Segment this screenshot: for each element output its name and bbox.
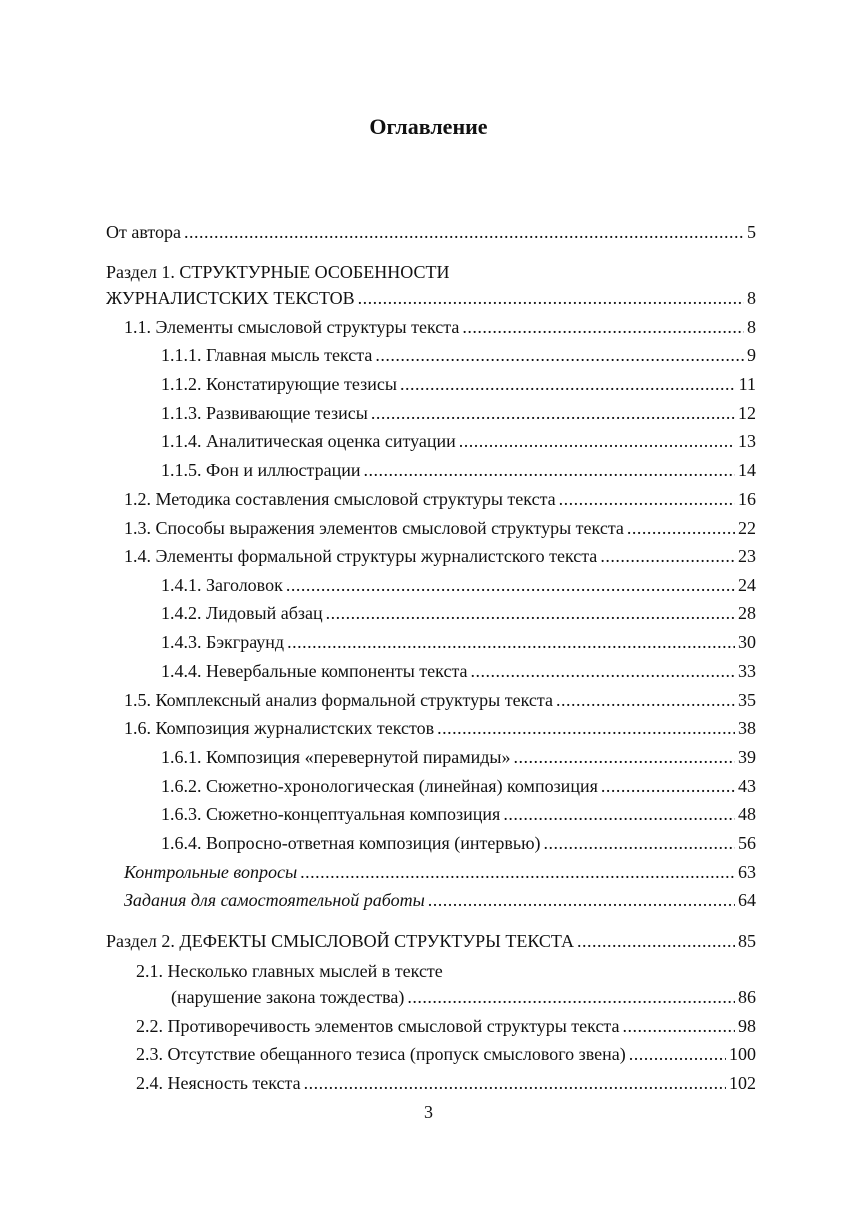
toc-entry-label: 1.6.3. Сюжетно-концептуальная композиция — [161, 804, 501, 824]
toc-entry[interactable] — [124, 686, 756, 712]
toc-entry[interactable] — [136, 1040, 756, 1066]
toc-entry-page: 39 — [738, 747, 756, 767]
leader-dots — [400, 372, 736, 396]
toc-entry[interactable] — [161, 829, 756, 855]
toc-entry[interactable] — [161, 743, 756, 769]
leader-dots — [407, 985, 735, 1009]
toc-entry[interactable] — [106, 284, 756, 310]
toc-entry-label: 2.2. Противоречивость элементов смысловой структуры текста — [136, 1016, 620, 1036]
toc-entry-label: От автора — [106, 222, 182, 242]
toc-entry-page: 9 — [747, 345, 756, 365]
toc-entry[interactable] — [161, 800, 756, 826]
toc-entry[interactable] — [124, 313, 756, 339]
page-number: 3 — [424, 1102, 433, 1122]
leader-dots — [358, 286, 744, 310]
toc-entry[interactable] — [171, 983, 756, 1009]
toc-entry[interactable] — [124, 542, 756, 568]
toc-entry-label: 1.4.2. Лидовый абзац — [161, 603, 323, 623]
toc-entry-label: 1.6. Композиция журналистских текстов — [124, 718, 435, 738]
toc-entry[interactable] — [124, 886, 756, 912]
toc-entry-page: 23 — [738, 546, 756, 566]
leader-dots — [371, 401, 735, 425]
toc-entry-page: 11 — [738, 374, 756, 394]
leader-dots — [462, 315, 744, 339]
leader-dots — [471, 659, 735, 683]
leader-dots — [184, 220, 744, 244]
leader-dots — [287, 630, 735, 654]
toc-entry-page: 24 — [738, 575, 756, 595]
toc-entry-first-line — [136, 957, 443, 983]
toc-entry[interactable] — [106, 218, 756, 244]
toc-entry-label: 1.6.2. Сюжетно-хронологическая (линейная) композиция — [161, 776, 598, 796]
leader-dots — [304, 1071, 726, 1095]
toc-entry-first-line — [106, 258, 449, 284]
toc-entry-label: ЖУРНАЛИСТСКИХ ТЕКСТОВ — [106, 288, 355, 308]
toc-entry-page: 16 — [738, 489, 756, 509]
toc-entry-label: 1.1.4. Аналитическая оценка ситуации — [161, 431, 456, 451]
toc-entry-label-line1: 2.1. Несколько главных мыслей в тексте — [136, 961, 443, 981]
toc-entry[interactable] — [161, 341, 756, 367]
toc-entry-label: 1.4.4. Невербальные компоненты текста — [161, 661, 468, 681]
leader-dots — [556, 688, 735, 712]
toc-title: Оглавление — [369, 114, 488, 139]
toc-entry-label: 2.4. Неясность текста — [136, 1073, 301, 1093]
leader-dots — [601, 774, 735, 798]
toc-entry[interactable] — [161, 370, 756, 396]
toc-entry-label: Контрольные вопросы — [124, 862, 298, 882]
toc-entry-page: 30 — [738, 632, 756, 652]
toc-entry-label: 1.6.4. Вопросно-ответная композиция (интервью) — [161, 833, 541, 853]
toc-entry-label: (нарушение закона тождества) — [171, 987, 405, 1007]
toc-entry[interactable] — [136, 1012, 756, 1038]
leader-dots — [300, 860, 735, 884]
toc-entry-page: 85 — [738, 931, 756, 951]
toc-entry-label: 1.1. Элементы смысловой структуры текста — [124, 317, 460, 337]
toc-entry-page: 38 — [738, 718, 756, 738]
leader-dots — [577, 929, 735, 953]
leader-dots — [544, 831, 735, 855]
toc-entry-page: 56 — [738, 833, 756, 853]
toc-entry-page: 63 — [738, 862, 756, 882]
toc-entry-label: 1.3. Способы выражения элементов смысловой структуры текста — [124, 518, 624, 538]
leader-dots — [629, 1042, 726, 1066]
toc-entry-label: 1.1.5. Фон и иллюстрации — [161, 460, 361, 480]
leader-dots — [503, 802, 735, 826]
leader-dots — [627, 516, 735, 540]
toc-entry-label: 1.4.3. Бэкграунд — [161, 632, 285, 652]
leader-dots — [623, 1014, 735, 1038]
toc-entry-page: 48 — [738, 804, 756, 824]
toc-entry[interactable] — [124, 514, 756, 540]
toc-entry-page: 28 — [738, 603, 756, 623]
leader-dots — [364, 458, 736, 482]
toc-entry-label: 1.2. Методика составления смысловой структуры текста — [124, 489, 556, 509]
toc-entry-label: Задания для самостоятельной работы — [124, 890, 425, 910]
toc-entry-label: 1.1.3. Развивающие тезисы — [161, 403, 368, 423]
toc-entry-label: 1.6.1. Композиция «перевернутой пирамиды» — [161, 747, 511, 767]
toc-entry[interactable] — [161, 772, 756, 798]
toc-entry[interactable] — [161, 427, 756, 453]
toc-entry[interactable] — [161, 628, 756, 654]
toc-entry[interactable] — [124, 714, 756, 740]
toc-entry-page: 86 — [738, 987, 756, 1007]
toc-entry-label: Раздел 2. ДЕФЕКТЫ СМЫСЛОВОЙ СТРУКТУРЫ ТЕКСТА — [106, 931, 574, 951]
leader-dots — [326, 601, 735, 625]
toc-entry[interactable] — [106, 927, 756, 953]
leader-dots — [437, 716, 735, 740]
toc-entry-page: 5 — [747, 222, 756, 242]
toc-entry-label: 1.1.2. Констатирующие тезисы — [161, 374, 397, 394]
toc-entry-page: 8 — [747, 317, 756, 337]
toc-entry[interactable] — [124, 858, 756, 884]
toc-entry[interactable] — [124, 485, 756, 511]
toc-entry-label: 1.1.1. Главная мысль текста — [161, 345, 373, 365]
toc-entry-label-line1: Раздел 1. СТРУКТУРНЫЕ ОСОБЕННОСТИ — [106, 262, 450, 282]
toc-entry-page: 102 — [729, 1073, 756, 1093]
toc-entry-label: 1.4.1. Заголовок — [161, 575, 283, 595]
leader-dots — [428, 888, 735, 912]
toc-entry[interactable] — [136, 1069, 756, 1095]
leader-dots — [286, 573, 735, 597]
leader-dots — [375, 343, 744, 367]
toc-entry-page: 100 — [729, 1044, 756, 1064]
toc-entry[interactable] — [161, 571, 756, 597]
toc-entry-label: 1.5. Комплексный анализ формальной структуры текста — [124, 690, 553, 710]
toc-entry-label: 2.3. Отсутствие обещанного тезиса (пропуск смыслового звена) — [136, 1044, 626, 1064]
toc-entry-page: 22 — [738, 518, 756, 538]
toc-entry[interactable] — [161, 657, 756, 683]
toc-entry[interactable] — [161, 599, 756, 625]
leader-dots — [514, 745, 736, 769]
leader-dots — [459, 429, 735, 453]
toc-entry[interactable] — [161, 456, 756, 482]
toc-entry-page: 43 — [738, 776, 756, 796]
toc-entry-page: 35 — [738, 690, 756, 710]
toc-entry-page: 12 — [738, 403, 756, 423]
toc-entry-page: 98 — [738, 1016, 756, 1036]
toc-entry[interactable] — [161, 399, 756, 425]
toc-entry-page: 8 — [747, 288, 756, 308]
toc-entry-page: 33 — [738, 661, 756, 681]
toc-entry-page: 14 — [738, 460, 756, 480]
toc-entry-page: 13 — [738, 431, 756, 451]
toc-entry-label: 1.4. Элементы формальной структуры журналистского текста — [124, 546, 598, 566]
toc-entry-page: 64 — [738, 890, 756, 910]
leader-dots — [600, 544, 735, 568]
leader-dots — [559, 487, 735, 511]
